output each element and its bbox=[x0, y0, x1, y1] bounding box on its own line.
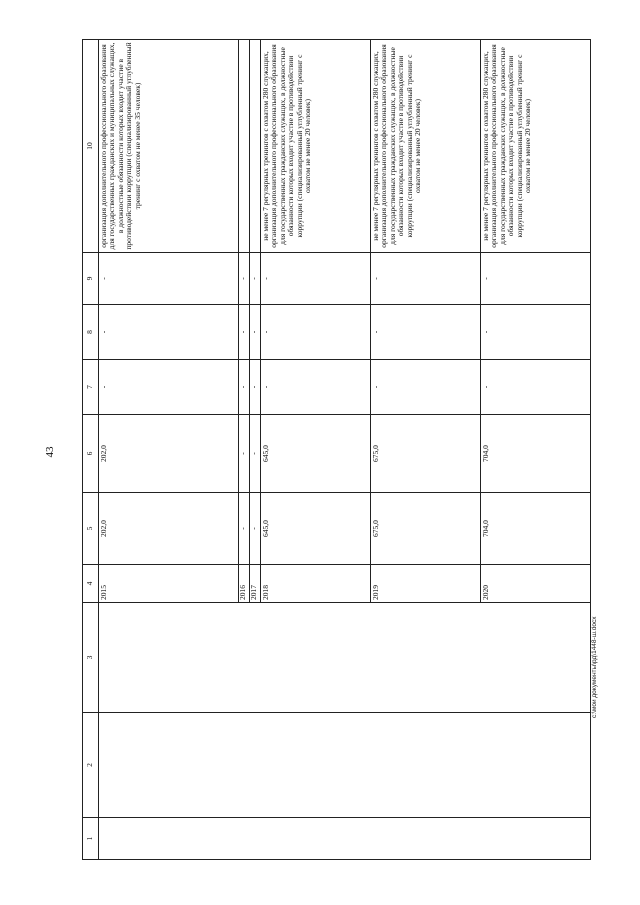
value-cell-5: 675,0 bbox=[371, 493, 481, 565]
value-cell-8: - bbox=[481, 305, 591, 360]
value-cell-6: 202,0 bbox=[99, 415, 239, 493]
footer-file-path: c:\мои документы\рд\1448-ш.docx bbox=[591, 616, 598, 718]
table-row bbox=[99, 40, 239, 860]
page-number: 43 bbox=[44, 446, 56, 458]
value-cell-7: - bbox=[371, 360, 481, 415]
year-cell: 2018 bbox=[261, 565, 371, 603]
col-header-9: 9 bbox=[83, 253, 99, 305]
col-header-2: 2 bbox=[83, 713, 99, 818]
year-cell: 2015 bbox=[99, 565, 239, 603]
year-cell: 2017 bbox=[250, 565, 261, 603]
merged-cell-3 bbox=[99, 603, 591, 713]
value-cell-7: - bbox=[250, 360, 261, 415]
value-cell-8: - bbox=[250, 305, 261, 360]
year-cell: 2020 bbox=[481, 565, 591, 603]
col-header-1: 1 bbox=[83, 818, 99, 860]
description-cell: организация дополнительного профессионального образования для государственных гражданских и муниципальных служащих, в должностные обязанности которых входит участие в противодействии коррупции (специализированный углубленный тренинг с охватом не менее 35 человек) bbox=[99, 40, 239, 253]
col-header-3: 3 bbox=[83, 603, 99, 713]
value-cell-8: - bbox=[239, 305, 250, 360]
value-cell-5: - bbox=[239, 493, 250, 565]
col-header-6: 6 bbox=[83, 415, 99, 493]
value-cell-8: - bbox=[99, 305, 239, 360]
value-cell-9: - bbox=[481, 253, 591, 305]
value-cell-5: 202,0 bbox=[99, 493, 239, 565]
value-cell-6: 704,0 bbox=[481, 415, 591, 493]
col-header-8: 8 bbox=[83, 305, 99, 360]
value-cell-8: - bbox=[371, 305, 481, 360]
value-cell-6: - bbox=[239, 415, 250, 493]
value-cell-5: - bbox=[250, 493, 261, 565]
description-cell bbox=[250, 40, 261, 253]
description-cell: не менее 7 регулярных тренингов с охватом 280 служащих, организация дополнительного профессионального образования для государственных гражданских служащих, в должностные обязанности которых входит участие в противодействии коррупции (специализированный углубленный тренинг с охватом не менее 20 человек) bbox=[371, 40, 481, 253]
value-cell-7: - bbox=[261, 360, 371, 415]
col-header-4: 4 bbox=[83, 565, 99, 603]
rotated-page-content bbox=[82, 40, 572, 860]
value-cell-5: 645,0 bbox=[261, 493, 371, 565]
description-cell: не менее 7 регулярных тренингов с охватом 280 служащих, организация дополнительного профессионального образования для государственных гражданских служащих, в должностные обязанности которых входит участие в противодействии коррупции (специализированный углубленный тренинг с охватом не менее 20 человек) bbox=[261, 40, 371, 253]
merged-cell-1 bbox=[99, 818, 591, 860]
year-cell: 2019 bbox=[371, 565, 481, 603]
value-cell-7: - bbox=[239, 360, 250, 415]
value-cell-6: 675,0 bbox=[371, 415, 481, 493]
value-cell-9: - bbox=[261, 253, 371, 305]
value-cell-6: - bbox=[250, 415, 261, 493]
description-cell bbox=[239, 40, 250, 253]
value-cell-9: - bbox=[250, 253, 261, 305]
header-row bbox=[83, 40, 99, 860]
col-header-5: 5 bbox=[83, 493, 99, 565]
value-cell-9: - bbox=[99, 253, 239, 305]
value-cell-7: - bbox=[99, 360, 239, 415]
description-cell: не менее 7 регулярных тренингов с охватом 280 служащих, организация дополнительного профессионального образования для государственных гражданских служащих, в должностные обязанности которых входит участие в противодействии коррупции (специализированный углубленный тренинг с охватом не менее 20 человек) bbox=[481, 40, 591, 253]
col-header-7: 7 bbox=[83, 360, 99, 415]
value-cell-5: 704,0 bbox=[481, 493, 591, 565]
value-cell-6: 645,0 bbox=[261, 415, 371, 493]
program-table bbox=[82, 39, 591, 860]
value-cell-7: - bbox=[481, 360, 591, 415]
col-header-10: 10 bbox=[83, 40, 99, 253]
value-cell-9: - bbox=[371, 253, 481, 305]
value-cell-8: - bbox=[261, 305, 371, 360]
value-cell-9: - bbox=[239, 253, 250, 305]
year-cell: 2016 bbox=[239, 565, 250, 603]
merged-cell-2 bbox=[99, 713, 591, 818]
